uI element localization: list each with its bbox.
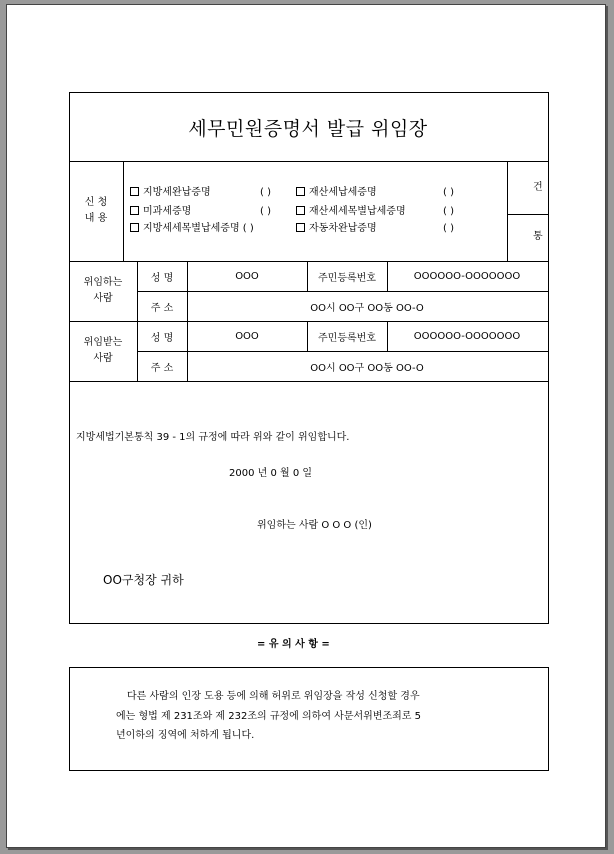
document-page (6, 4, 606, 848)
item-property-tax-paid[interactable]: 재산세납세증명 (296, 188, 377, 198)
notice-line-1: 다른 사람의 인장 도용 등에 의해 허위로 위임장을 작성 신청할 경우 (127, 691, 420, 702)
notice-line-2: 에는 형법 제 231조와 제 232조의 규정에 의하여 사문서위변조죄로 5 (116, 711, 421, 722)
application-label-line2: 내 용 (84, 213, 108, 224)
delegate-label-line1: 위임받는 (83, 337, 123, 348)
delegator-address-value[interactable]: OO시 OO구 OO동 OO-O (310, 302, 424, 314)
delegate-name-label: 성 명 (150, 332, 174, 344)
item-property-tax-by-category[interactable]: 재산세세목별납세증명 (296, 207, 406, 217)
notice-line-3: 년이하의 징역에 처하게 됩니다. (116, 730, 255, 741)
delegate-address-label: 주 소 (150, 362, 174, 374)
application-label (69, 161, 123, 261)
delegate-rrn-value[interactable]: OOOOOO-OOOOOOO (413, 330, 521, 342)
item-vehicle-tax-paid-count: ( ) (443, 223, 454, 234)
delegate-name-value[interactable]: OOO (235, 330, 259, 342)
checkbox[interactable] (296, 223, 305, 232)
checkbox[interactable] (130, 223, 139, 232)
delegator-rrn-label: 주민등록번호 (318, 272, 376, 284)
delegator-name-label: 성 명 (150, 272, 174, 284)
delegator-label-line1: 위임하는 (83, 277, 123, 288)
delegator-rrn-value[interactable]: OOOOOO-OOOOOOO (413, 270, 521, 282)
delegator-address-label: 주 소 (150, 302, 174, 314)
rule-below-title (69, 161, 548, 162)
application-label-line1: 신 청 (84, 197, 108, 208)
item-non-taxation[interactable]: 미과세증명 (130, 207, 191, 217)
rule-count-mid (507, 214, 548, 215)
item-vehicle-tax-paid[interactable]: 자동차완납증명 (296, 224, 377, 234)
count-unit-copies: 통 (533, 231, 543, 242)
delegator-label (69, 261, 137, 321)
item-non-taxation-count: ( ) (260, 206, 271, 217)
rule-application-label (123, 161, 124, 261)
delegate-label-line2: 사람 (93, 353, 113, 364)
count-unit-cases: 건 (533, 182, 543, 193)
delegator-name-value[interactable]: OOO (235, 270, 259, 282)
delegate-rrn-label: 주민등록번호 (318, 332, 376, 344)
delegate-label (69, 321, 137, 381)
checkbox[interactable] (130, 187, 139, 196)
signer-line: 위임하는 사람 O O O (인) (257, 520, 372, 531)
delegator-label-line2: 사람 (93, 293, 113, 304)
delegation-statement: 지방세법기본통칙 39 - 1의 규정에 따라 위와 같이 위임합니다. (76, 432, 350, 443)
rule-application-count (507, 161, 508, 261)
date-line: 2000 년 0 월 0 일 (229, 468, 313, 479)
item-local-tax-paid[interactable]: 지방세완납증명 (130, 188, 211, 198)
checkbox[interactable] (296, 206, 305, 215)
delegate-address-value[interactable]: OO시 OO구 OO동 OO-O (310, 362, 424, 374)
item-property-tax-by-category-count: ( ) (443, 206, 454, 217)
checkbox[interactable] (296, 187, 305, 196)
item-local-tax-paid-count: ( ) (260, 187, 271, 198)
item-local-tax-by-category[interactable]: 지방세세목별납세증명 ( ) (130, 224, 254, 234)
notice-heading: = 유 의 사 항 = (257, 639, 330, 650)
item-property-tax-paid-count: ( ) (443, 187, 454, 198)
recipient: OO구청장 귀하 (103, 573, 184, 587)
checkbox[interactable] (130, 206, 139, 215)
form-title: 세무민원증명서 발급 위임장 (188, 117, 428, 140)
rule-below-persons (69, 381, 548, 382)
